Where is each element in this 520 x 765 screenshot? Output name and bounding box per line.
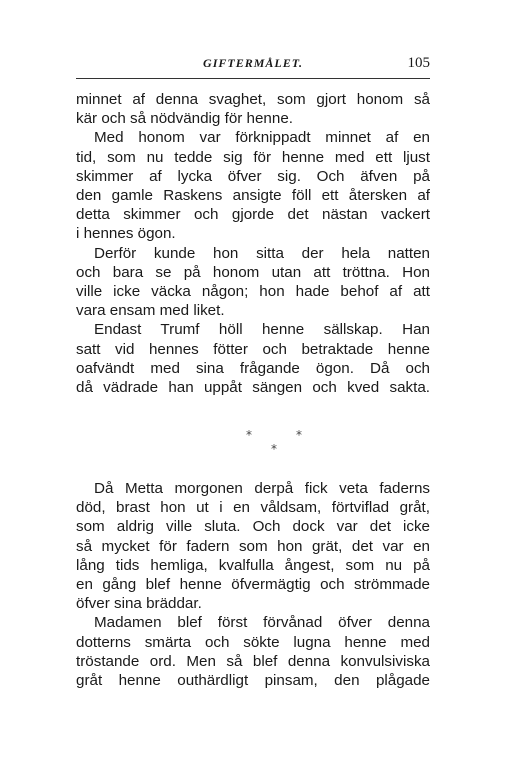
text-line: Endast Trumf höll henne sällskap. Han (94, 321, 430, 339)
text-line: dotterns smärta och sökte lugna henne med (76, 633, 430, 651)
text-line: öfver sina bräddar. (76, 595, 202, 613)
running-head (76, 55, 430, 75)
text-block-1 (76, 90, 430, 397)
text-line: Madamen blef först förvånad öfver denna (94, 614, 430, 632)
text-line: oafvändt med sina frågande ögon. Då och (76, 359, 430, 377)
page-number: 105 (407, 55, 430, 71)
running-title: GIFTERMÅLET. (203, 56, 303, 70)
text-line: och bara se på honom utan att tröttna. Hon (76, 263, 430, 281)
text-line: Med honom var förknippadt minnet af en (94, 129, 430, 147)
text-line: i hennes ögon. (76, 225, 176, 243)
text-line: så mycket för fadern som hon grät, det var en (76, 537, 430, 555)
text-line: tid, som nu tedde sig för henne med ett ljust (76, 148, 430, 166)
text-line: minnet af denna svaghet, som gjort honom så (76, 91, 430, 108)
text-line: lång tids hemliga, kvalfulla ångest, som nu på (76, 556, 430, 574)
text-line: detta skimmer och gjorde det nästan vackert (76, 206, 430, 224)
text-line: då vädrade han uppåt sängen och kved sakta. (76, 379, 430, 397)
asterisk: * (246, 428, 252, 442)
section-break-asterism (76, 427, 430, 461)
asterisk: * (271, 442, 277, 456)
text-line: en gång blef henne öfvermägtig och strömmade (76, 576, 430, 594)
text-line: Derför kunde hon sitta der hela natten (94, 244, 430, 262)
text-block-2 (76, 479, 430, 690)
text-line: den gamle Raskens ansigte föll ett återsken af (76, 187, 430, 205)
asterisk: * (296, 428, 302, 442)
text-line: ville icke väcka någon; hon hade behof af att (76, 283, 430, 301)
text-line: satt vid hennes fötter och betraktade henne (76, 340, 430, 358)
text-line: skimmer af lycka öfver sig. Och äfven på (76, 167, 430, 185)
text-line: Då Metta morgonen derpå fick veta faderns (94, 480, 430, 497)
text-line: tröstande ord. Men så blef denna konvulsiviska (76, 652, 430, 670)
text-line: som aldrig ville sluta. Och dock var det icke (76, 518, 430, 536)
text-line: död, brast hon ut i en våldsam, förtviflad gråt, (76, 499, 430, 517)
header-rule (76, 78, 430, 79)
text-line: kär och så nödvändig för henne. (76, 110, 293, 128)
text-line: vara ensam med liket. (76, 302, 225, 320)
text-line: gråt henne outhärdligt pinsam, den plågade (76, 672, 430, 690)
